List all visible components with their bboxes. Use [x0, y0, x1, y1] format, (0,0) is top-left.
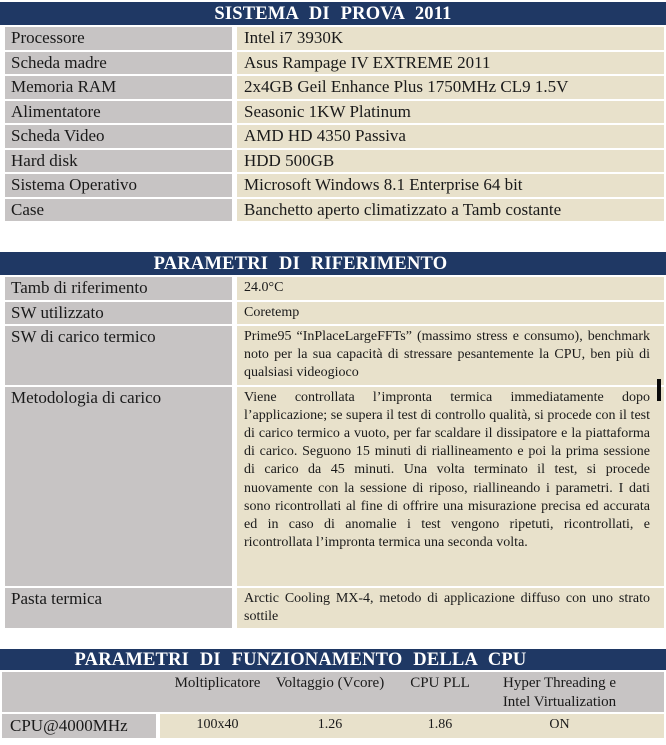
row-label: CPU@4000MHz [2, 714, 160, 738]
moltiplicatore-value: 100x40 [160, 714, 275, 738]
table-row [0, 174, 666, 199]
row-label: Alimentatore [0, 101, 237, 124]
hyperthreading-value: ON [495, 714, 664, 738]
column-header-hyperthreading: Hyper Threading e Intel Virtualization [502, 675, 617, 710]
row-label: SW di carico termico [0, 326, 237, 385]
row-label: Sistema Operativo [0, 174, 237, 197]
table-row [0, 588, 666, 630]
sistema-table-title: SISTEMA DI PROVA 2011 [0, 2, 666, 27]
row-label: Memoria RAM [0, 76, 237, 99]
row-value: Viene controllata l’impronta termica immediatamente dopo l’applicazione; se supera il test di controllo qualità, si procede con il test di carico termico a vuoto, per far scaldare il dissipatore e la piattaforma di carico. Seguono 15 minuti di riallineamento e poi la prima sessione di carico da 45 minuti. Una volta terminato il test, si procede nuovamente con la sessione di riposo, riallineando i parametri. I dati sono ricontrollati al fine di offrire una misurazione precisa ed accurata ed in caso di anomalie i test vengono ripetuti, ricontrollati, e ricontrollata l’impronta termica una seconda volta. [237, 387, 666, 586]
row-value: Coretemp [237, 302, 666, 325]
table-row [0, 387, 666, 588]
row-value: Arctic Cooling MX-4, metodo di applicazione diffuso con uno strato sottile [237, 588, 666, 628]
voltaggio-value: 1.26 [275, 714, 385, 738]
cpu-table-header-row [0, 672, 666, 714]
table-row [0, 125, 666, 150]
table-row [0, 199, 666, 224]
cpu-pll-value: 1.86 [385, 714, 495, 738]
row-label: Tamb di riferimento [0, 277, 237, 300]
sistema-di-prova-table [0, 2, 666, 223]
row-label: Hard disk [0, 150, 237, 173]
row-value: 24.0°C [237, 277, 666, 300]
row-label: Case [0, 199, 237, 222]
row-label: Scheda madre [0, 52, 237, 75]
table-row [0, 27, 666, 52]
table-row [0, 302, 666, 327]
row-label: SW utilizzato [0, 302, 237, 325]
row-value: Intel i7 3930K [237, 27, 666, 50]
row-value: Banchetto aperto climatizzato a Tamb costante [237, 199, 666, 222]
row-label: Metodologia di carico [0, 387, 237, 586]
table-row [0, 101, 666, 126]
table-row [0, 277, 666, 302]
table-row [0, 150, 666, 175]
column-header-empty [2, 674, 160, 712]
text-cursor [657, 379, 661, 401]
column-header-voltaggio: Voltaggio (Vcore) [275, 675, 385, 691]
table-row [0, 326, 666, 387]
row-value: HDD 500GB [237, 150, 666, 173]
parametri-riferimento-table [0, 252, 666, 630]
column-header-moltiplicatore: Moltiplicatore [174, 675, 261, 691]
row-value: Seasonic 1KW Platinum [237, 101, 666, 124]
column-header-cpu-pll: CPU PLL [410, 675, 470, 691]
parametri-cpu-table [0, 649, 666, 738]
row-label: Processore [0, 27, 237, 50]
row-label: Scheda Video [0, 125, 237, 148]
row-label: Pasta termica [0, 588, 237, 628]
row-value: AMD HD 4350 Passiva [237, 125, 666, 148]
cpu-table-data-row [0, 714, 666, 738]
cpu-table-title: PARAMETRI DI FUNZIONAMENTO DELLA CPU [0, 649, 666, 672]
row-value: Microsoft Windows 8.1 Enterprise 64 bit [237, 174, 666, 197]
row-value: Asus Rampage IV EXTREME 2011 [237, 52, 666, 75]
table-row [0, 76, 666, 101]
row-value: 2x4GB Geil Enhance Plus 1750MHz CL9 1.5V [237, 76, 666, 99]
row-value: Prime95 “InPlaceLargeFFTs” (massimo stress e consumo), benchmark noto per la sua capacità di stressare pesantemente la CPU, ben più di qualsiasi videogioco [237, 326, 666, 385]
table-row [0, 52, 666, 77]
riferimento-table-title: PARAMETRI DI RIFERIMENTO [0, 252, 666, 277]
